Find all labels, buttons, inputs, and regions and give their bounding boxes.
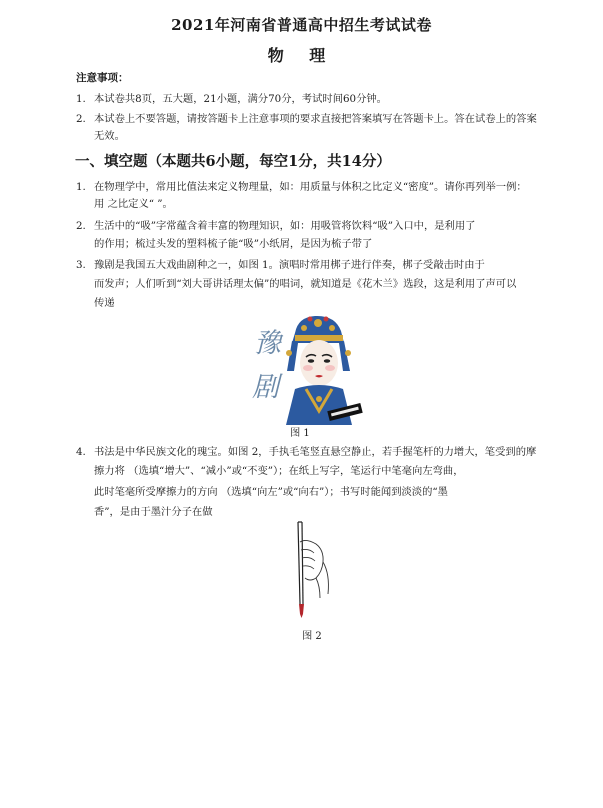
notice-title: 注意事项： [76,72,129,84]
notice-number: 1. [76,93,86,105]
brush-hand-drawing [276,520,336,620]
calligraphy-char-1: 豫 [254,328,281,359]
figure-2-brush-hand [276,520,336,620]
question-line: 豫剧是我国五大戏曲剧种之一，如图 1。演唱时常用梆子进行伴奏，梆子受敲击时由于 [94,259,485,271]
figure-1-caption: 图 1 [290,428,310,439]
question-line: 传递 [94,297,115,309]
question-line: 擦力将 （选填“增大”、“减小”或“不变”）；在纸上写字，笔运行中笔毫向左弯曲， [94,465,464,477]
question-number: 1. [76,181,86,193]
question-line: 此时笔毫所受摩擦力的方向 （选填“向左”或“向右”）；书写时能闻到淡淡的“墨 [94,486,448,498]
question-line: 香”，是由于墨汁分子在做 [94,506,213,518]
notice-number: 2. [76,113,86,125]
notice-line: 本试卷共8页，五大题，21小题，满分70分，考试时间60分钟。 [94,93,387,105]
calligraphy-char-2: 剧 [252,372,279,403]
figure-1-yu-opera [240,313,365,425]
question-line: 而发声；人们听到“刘大哥讲话理太偏”的唱词，就知道是《花木兰》选段，这是利用了声可以 [94,278,517,290]
subject-heading: 物 理 [267,46,336,65]
question-line: 在物理学中，常用比值法来定义物理量，如：用质量与体积之比定义“密度”。请你再列举一例： [94,181,527,193]
notice-line: 无效。 [94,130,125,142]
page-title: 2021年河南省普通高中招生考试试卷 [171,16,432,34]
question-number: 4. [76,446,86,458]
opera-figure-drawing [240,313,365,425]
question-number: 2. [76,220,86,232]
question-line: 书法是中华民族文化的瑰宝。如图 2，手执毛笔竖直悬空静止，若手握笔杆的力增大，笔受到的摩 [94,446,537,458]
notice-line: 本试卷上不要答题，请按答题卡上注意事项的要求直接把答案填写在答题卡上。答在试卷上的答案 [94,113,537,125]
question-line: 的作用；梳过头发的塑料梳子能“吸”小纸屑，是因为梳子带了 [94,238,373,250]
section-title: 一、填空题（本题共6小题，每空1分，共14分） [75,153,391,170]
figure-2-caption: 图 2 [302,631,322,642]
question-line: 用 之比定义“ ”。 [94,198,173,210]
question-line: 生活中的“吸”字常蕴含着丰富的物理知识，如：用吸管将饮料“吸”入口中，是利用了 [94,220,476,232]
question-number: 3. [76,259,86,271]
